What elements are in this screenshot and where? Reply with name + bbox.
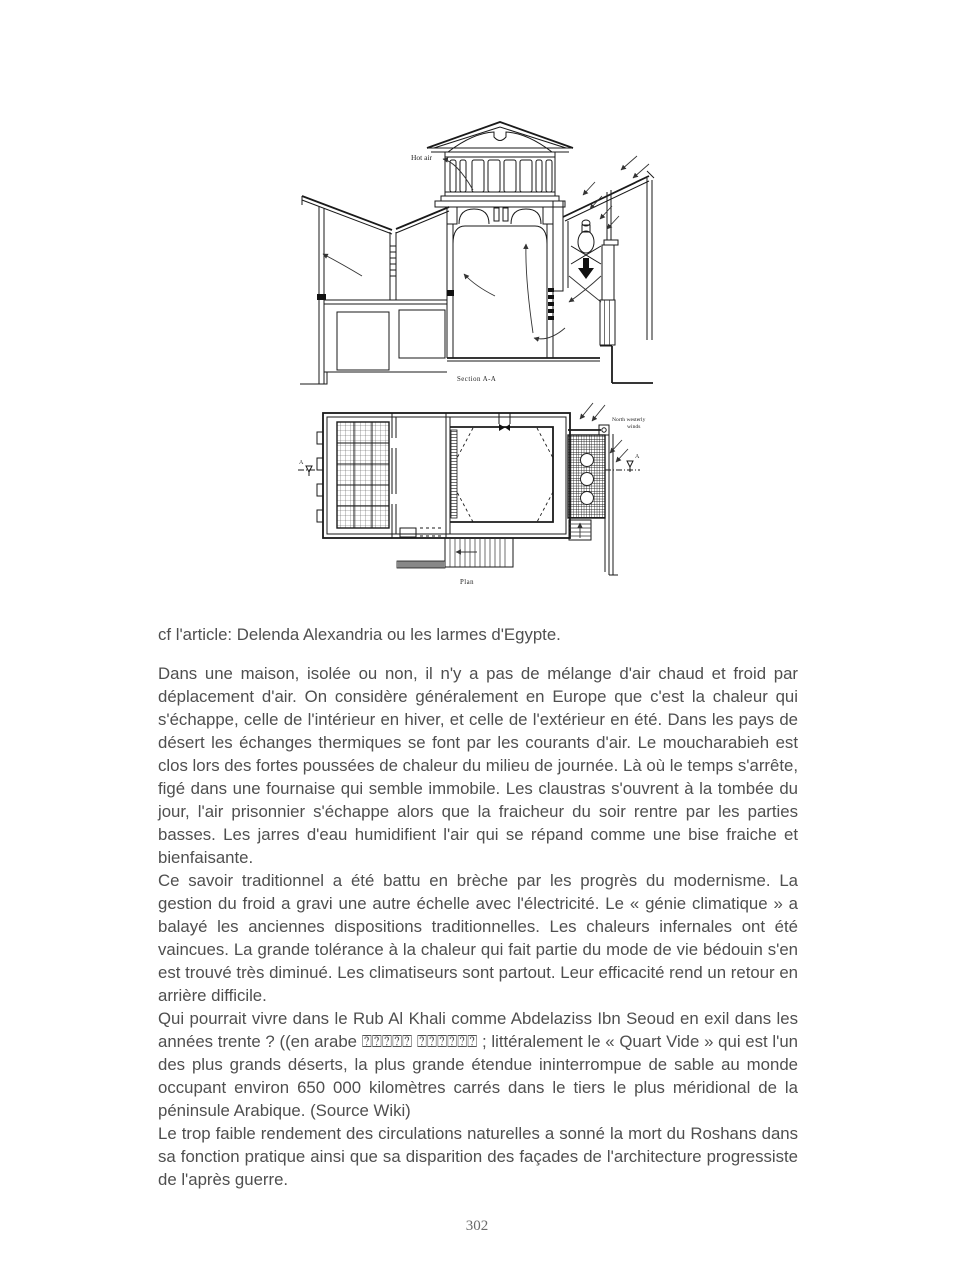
body-text-column [158,623,798,1191]
paragraph-2: Ce savoir traditionnel a été battu en brèche par les progrès du modernisme. La gestion du froid a gravi une autre échelle avec l'électricité. Le « génie climatique » a balayé les anciennes dispositions traditionnelles. Les chaleurs infernales ont été vaincues. La grande tolérance à la chaleur qui fait partie du mode de vie bédouin s'en est trouvé très diminué. Les climatiseurs sont partout. Leur efficacité rend un retour en arrière difficile. [158,871,798,1005]
plan-drawing [290,400,668,590]
winds-label-line1: North westerly [612,417,646,423]
building-section-figure [297,118,662,390]
section-marker-left: A [299,460,304,466]
hot-air-label: Hot air [411,153,433,162]
section-drawing [297,118,662,390]
section-marker-right: A [635,454,640,460]
intro-line: cf l'article: Delenda Alexandria ou les larmes d'Egypte. [158,625,561,644]
paragraph-1: Dans une maison, isolée ou non, il n'y a pas de mélange d'air chaud et froid par déplacement d'air. On considère généralement en Europe que c'est la chaleur qui s'échappe, celle de l'intérieur en hiver, et celle de l'extérieur en été. Dans les pays de désert les échanges thermiques se font par les courants d'air. Le moucharabieh est clos lors des fortes poussées de chaleur du milieu de journée. Là où le temps s'arrête, figé dans une fournaise qui semble immobile. Les claustras s'ouvrent à la tombée du jour, l'air prisonnier s'échappe alors que la fraicheur du soir rentre par les parties basses. Les jarres d'eau humidifient l'air qui se répand comme une bise fraiche et bienfaisante. [158,664,798,867]
section-caption: Section A-A [457,376,497,383]
plan-caption: Plan [460,579,475,586]
building-plan-figure [290,400,668,590]
paragraph-3: Qui pourrait vivre dans le Rub Al Khali comme Abdelaziss Ibn Seoud en exil dans les années trente ? ((en arabe ⍰⍰⍰⍰⍰ ⍰⍰⍰⍰⍰⍰ ; littéralement le « Quart Vide » qui est l'un des plus grands déserts, la plus grande étendue ininterrompue de sable au monde occupant environ 650 000 kilomètres carrés dans le tiers le plus méridional de la péninsule Arabique. (Source Wiki) [158,1009,798,1120]
paragraph-4: Le trop faible rendement des circulations naturelles a sonné la mort du Roshans dans sa fonction pratique ainsi que sa disparition des façades de l'architecture progressiste de l'après guerre. [158,1124,798,1189]
winds-label-line2: winds [627,424,641,430]
page-number: 302 [465,1218,489,1234]
